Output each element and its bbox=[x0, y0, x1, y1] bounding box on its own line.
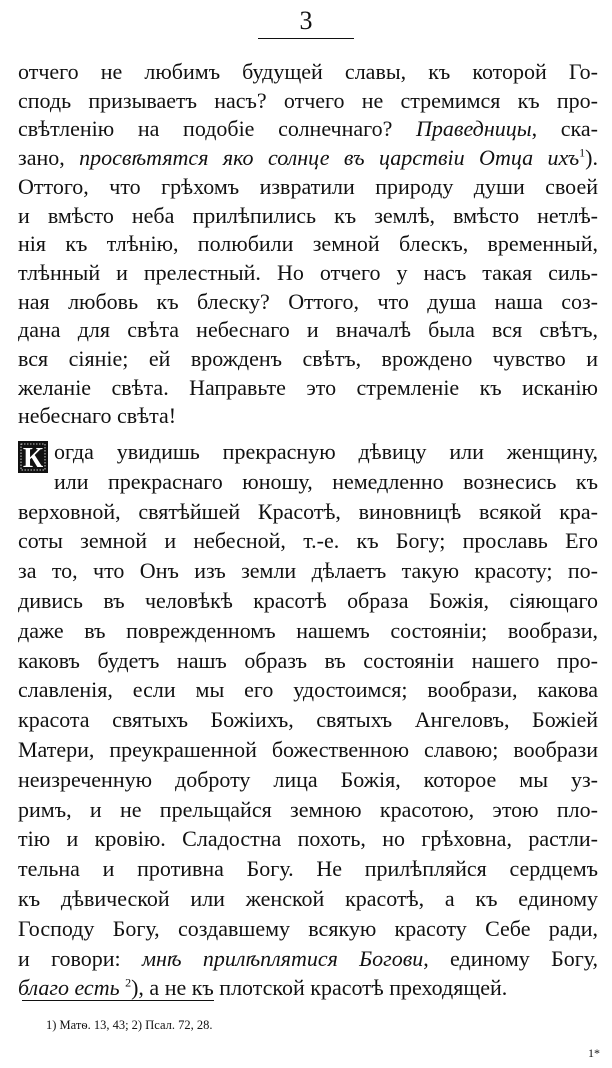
paragraph-2-line: тельна и противна Богу. Не прилѣпляйся сердцемъ bbox=[18, 856, 598, 882]
paragraph-1-line: отчего не любимъ будущей славы, къ которой Го- bbox=[18, 59, 598, 84]
paragraph-1-line: свѣтленію на подобіе солнечнаго? Праведницы, ска- bbox=[18, 116, 598, 142]
paragraph-2-line: славленія, если мы его удостоимся; вообрази, какова bbox=[18, 677, 598, 703]
paragraph-2-line: огда увидишь прекрасную дѣвицу или женщину, bbox=[54, 439, 598, 464]
signature-mark: 1* bbox=[588, 1046, 600, 1060]
paragraph-1-line: желаніе свѣта. Направьте это стремленіе къ исканію bbox=[18, 374, 598, 400]
paragraph-2-line: и говори: мнѣ прилѣплятися Богови, единому Богу, bbox=[18, 945, 598, 971]
paragraph-1-line: Оттого, что грѣхомъ извратили природу души своей bbox=[18, 173, 598, 199]
dropcap-letter-icon bbox=[18, 441, 48, 473]
paragraph-1-line: дана для свѣта небеснаго и вначалѣ была вся свѣтъ, bbox=[18, 317, 598, 343]
paragraph-2-line: соты земной и небесной, т.-е. къ Богу; прославь Его bbox=[18, 528, 598, 554]
page-number: 3 bbox=[299, 6, 313, 35]
paragraph-2-line: каковъ будетъ нашъ образъ въ состояніи нашего про- bbox=[18, 647, 598, 673]
paragraph-2-line: римъ, и не прельщайся земною красотою, этою пло- bbox=[18, 796, 598, 822]
paragraph-1-line: вся сіяніе; ей врожденъ свѣтъ, врождено чувство и bbox=[18, 346, 598, 372]
paragraph-2-line: дивись въ человѣкѣ красотѣ образа Божія, сіяющаго bbox=[18, 587, 598, 613]
paragraph-1-line: сподь призываетъ насъ? отчего не стремимся къ про- bbox=[18, 87, 598, 113]
paragraph-1-line: и вмѣсто неба прилѣпились къ землѣ, вмѣсто нетлѣ- bbox=[18, 202, 598, 228]
paragraph-2-line: даже въ поврежденномъ нашемъ состояніи; вообрази, bbox=[18, 617, 598, 643]
paragraph-2 bbox=[18, 437, 598, 1003]
paragraph-2-line: или прекраснаго юношу, немедленно вознесись къ bbox=[54, 468, 598, 494]
paragraph-2-line: неизреченную доброту лица Божія, которое мы уз- bbox=[18, 766, 598, 792]
paragraph-1-line: тлѣнный и прелестный. Но отчего у насъ такая силь- bbox=[18, 259, 598, 285]
header-rule bbox=[258, 38, 354, 39]
paragraph-2-line: Матери, преукрашенной божественною славою; вообрази bbox=[18, 736, 598, 762]
paragraph-2-line: Господу Богу, создавшему всякую красоту Себе ради, bbox=[18, 915, 598, 941]
paragraph-1 bbox=[18, 58, 598, 431]
paragraph-1-line: нія къ тлѣнію, полюбили земной блескъ, временный, bbox=[18, 231, 598, 257]
paragraph-1-line: зано, просвѣтятся яко солнце въ царствіи Отца ихъ$^1$). bbox=[18, 145, 598, 171]
paragraph-2-line: за то, что Онъ изъ земли дѣлаетъ такую красоту; по- bbox=[18, 558, 598, 584]
paragraph-1-line: небеснаго свѣта! bbox=[18, 403, 177, 429]
paragraph-2-line: красота святыхъ Божіихъ, святыхъ Ангеловъ, Божіей bbox=[18, 707, 598, 733]
dropcap-text: К bbox=[22, 443, 44, 473]
paragraph-2-line: благо есть $^2$), а не къ плотской красотѣ преходящей. bbox=[18, 975, 508, 1001]
paragraph-2-line: тію и кровію. Сладостна похоть, но грѣховна, растли- bbox=[18, 826, 598, 852]
paragraph-2-line: верховной, святѣйшей Красотѣ, виновницѣ всякой кра- bbox=[18, 498, 598, 524]
paragraph-1-line: ная любовь къ блеску? Оттого, что душа наша соз- bbox=[18, 288, 598, 314]
footnote: 1) Матѳ. 13, 43; 2) Псал. 72, 28. bbox=[46, 1018, 213, 1032]
paragraph-2-line: къ дѣвической или женской красотѣ, а къ единому bbox=[18, 885, 598, 911]
footnote-rule bbox=[22, 1000, 214, 1001]
